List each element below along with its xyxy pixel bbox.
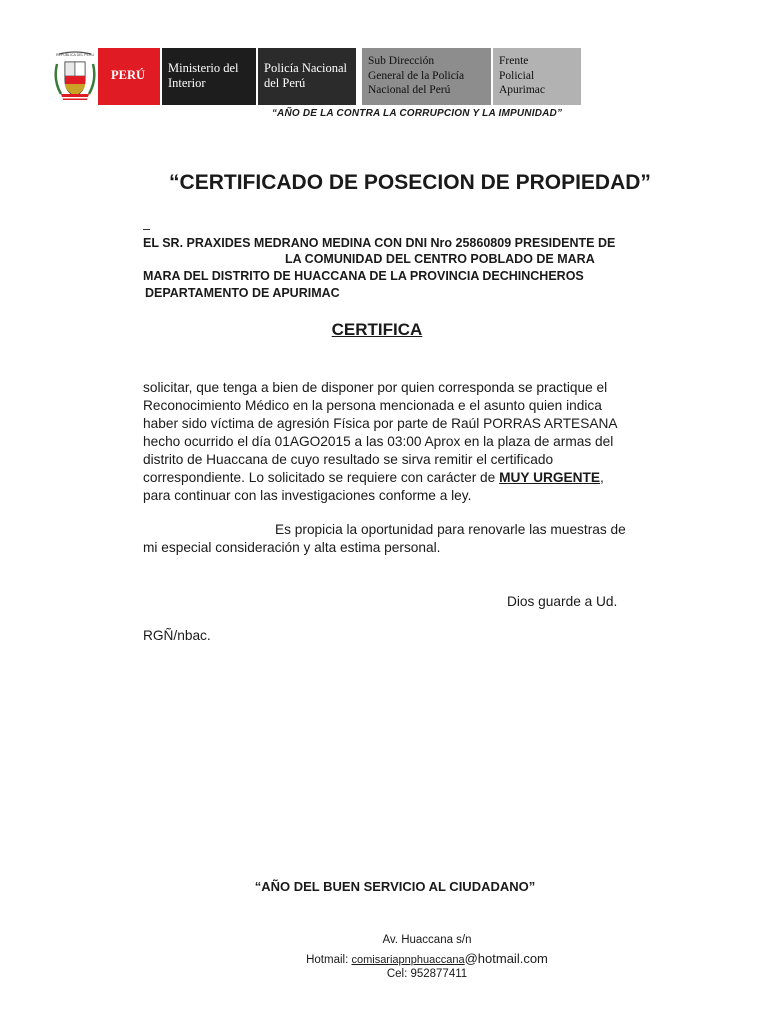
peru-label: PERÚ: [111, 68, 146, 82]
ministerio-line-1: Ministerio del: [168, 61, 239, 75]
body-line-4: hecho ocurrido el día 01AGO2015 a las 03:00 Aprox en la plaza de armas del: [143, 434, 614, 449]
policia-line-2: del Perú: [264, 76, 306, 90]
svg-text:REPUBLICA DEL PERU: REPUBLICA DEL PERU: [56, 53, 94, 57]
courtesy-paragraph: [143, 521, 626, 557]
email-link[interactable]: comisariapnphuaccana: [351, 954, 465, 966]
policia-banner: [258, 48, 356, 105]
closing-salutation: Dios guarde a Ud.: [507, 594, 618, 609]
body-line-7: para continuar con las investigaciones conforme a ley.: [143, 488, 472, 503]
year-motto-bottom: “AÑO DEL BUEN SERVICIO AL CIUDADANO”: [254, 879, 536, 894]
body-line-6: [143, 469, 673, 487]
issuer-line-1: EL SR. PRAXIDES MEDRANO MEDINA CON DNI Nro 25860809 PRESIDENTE DE: [143, 236, 616, 250]
email-label: Hotmail:: [306, 954, 352, 966]
document-title: “CERTIFICADO DE POSECION DE PROPIEDAD”: [169, 171, 651, 194]
issuer-line-2: LA COMUNIDAD DEL CENTRO POBLADO DE MARA: [285, 252, 595, 266]
body-line-2: Reconocimiento Médico en la persona mencionada e el asunto quien indica: [143, 398, 602, 413]
body-line-3: haber sido víctima de agresión Física por parte de Raúl PORRAS ARTESANA: [143, 416, 618, 431]
email-domain[interactable]: @hotmail.com: [464, 951, 548, 966]
footer-email: [0, 951, 768, 966]
underline-mark: [143, 229, 150, 230]
footer-phone: Cel: 952877411: [386, 968, 468, 980]
coat-of-arms-icon: [53, 50, 97, 104]
ministerio-line-2: Interior: [168, 76, 206, 90]
courtesy-line-1: Es propicia la oportunidad para renovarle las muestras de: [275, 522, 626, 537]
policia-line-1: Policía Nacional: [264, 61, 347, 75]
year-motto-top: “AÑO DE LA CONTRA LA CORRUPCION Y LA IMPUNIDAD”: [271, 108, 563, 119]
peru-banner: [98, 48, 160, 105]
issuer-line-4: DEPARTAMENTO DE APURIMAC: [145, 286, 340, 300]
urgent-label: MUY URGENTE: [499, 470, 600, 485]
urgent-prefix: correspondiente. Lo solicitado se requiere con carácter de: [143, 470, 500, 485]
subdireccion-line-1: Sub Dirección: [368, 55, 435, 67]
frente-line-1: Frente: [499, 55, 529, 67]
subdireccion-line-3: Nacional del Perú: [368, 84, 451, 96]
body-line-5: distrito de Huaccana de cuyo resultado se sirva remitir el certificado: [143, 452, 554, 467]
ministerio-banner: [162, 48, 256, 105]
frente-line-3: Apurimac: [499, 84, 545, 96]
footer-address: Av. Huaccana s/n: [382, 934, 472, 946]
issuer-line-3: MARA DEL DISTRITO DE HUACCANA DE LA PROVINCIA DECHINCHEROS: [143, 269, 584, 283]
body-line-1: solicitar, que tenga a bien de disponer por quien corresponda se practique el: [143, 380, 608, 395]
frente-line-2: Policial: [499, 69, 535, 82]
body-paragraph: [143, 379, 673, 505]
subdireccion-banner: [362, 48, 491, 105]
subdireccion-line-2: General de la Policía: [368, 69, 465, 82]
urgent-suffix: ,: [600, 470, 604, 485]
frente-banner: [493, 48, 581, 105]
reference-initials: RGÑ/nbac.: [143, 628, 211, 643]
courtesy-line-2: mi especial consideración y alta estima personal.: [143, 540, 441, 555]
certifica-heading: CERTIFICA: [331, 320, 423, 339]
